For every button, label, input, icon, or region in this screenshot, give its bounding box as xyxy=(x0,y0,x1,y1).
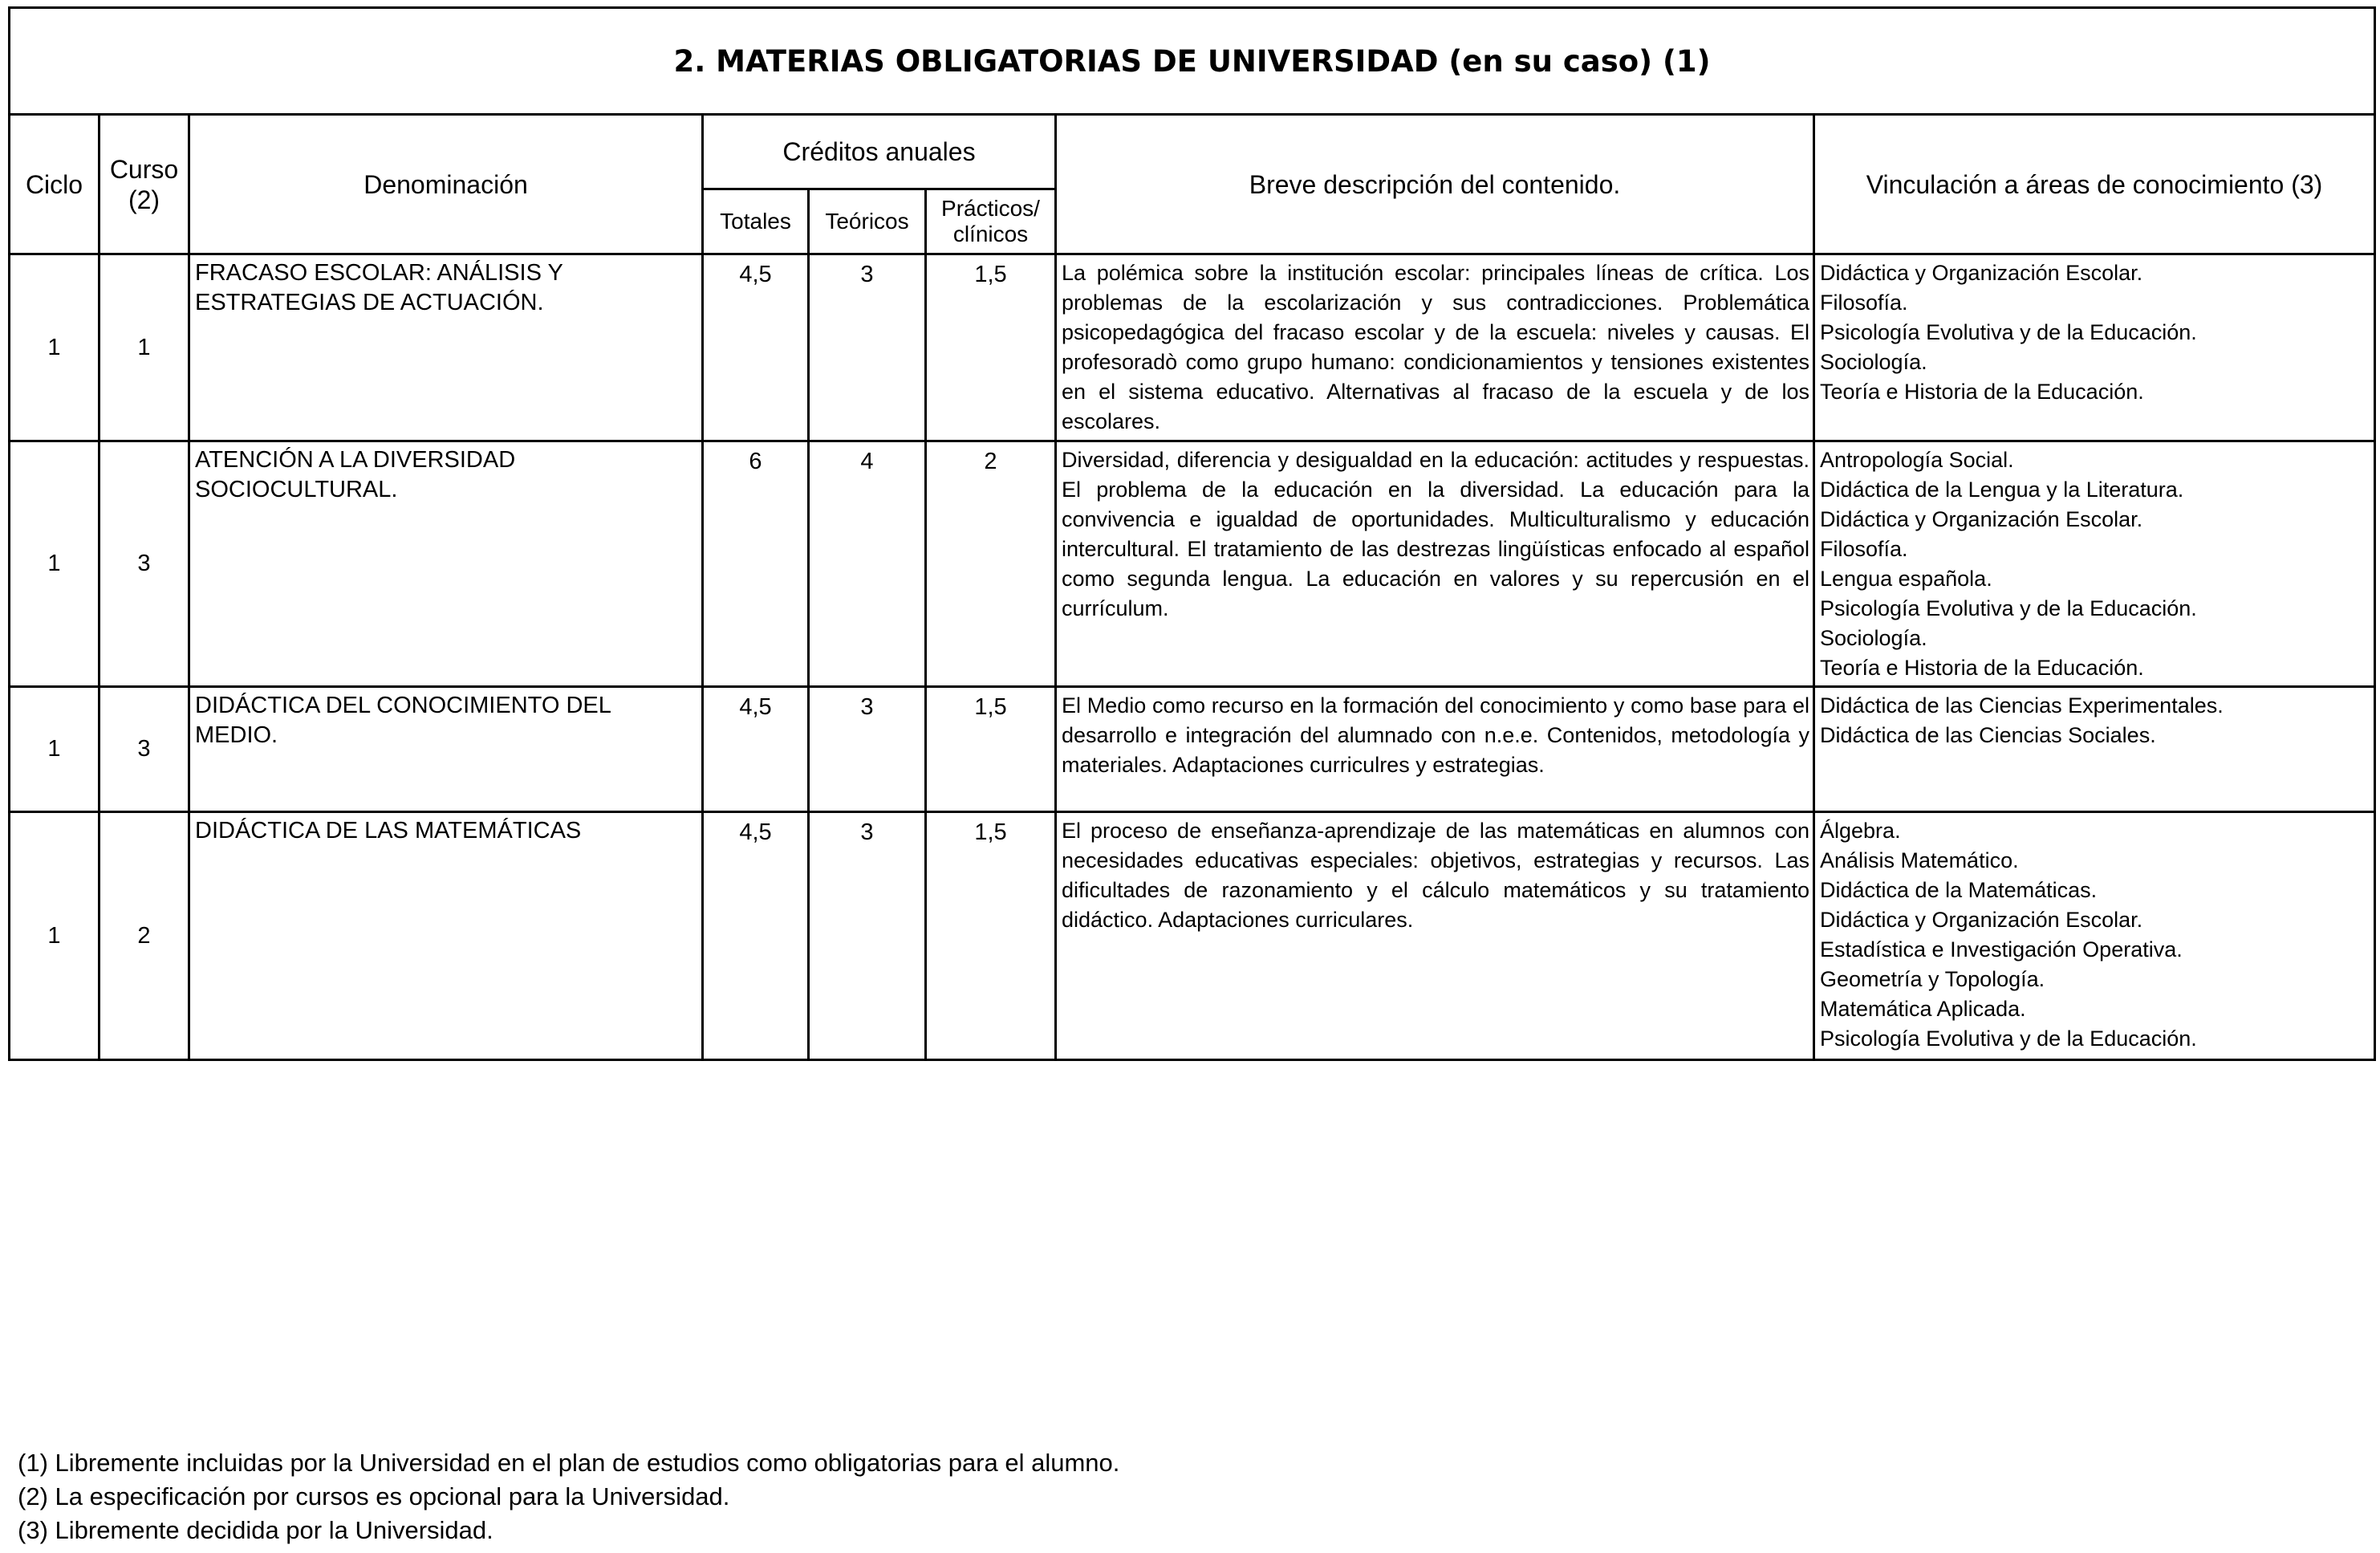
row-practicos: 1,5 xyxy=(926,254,1056,441)
row-totales: 4,5 xyxy=(703,254,809,441)
table-title: 2. MATERIAS OBLIGATORIAS DE UNIVERSIDAD (en su caso) (1) xyxy=(10,8,2375,115)
area-item: Didáctica y Organización Escolar. xyxy=(1820,261,2143,285)
area-item: Teoría e Historia de la Educación. xyxy=(1820,656,2144,680)
area-item: Filosofía. xyxy=(1820,291,1908,315)
row-curso: 3 xyxy=(100,441,189,687)
area-item: Didáctica de las Ciencias Experimentales. xyxy=(1820,693,2224,718)
area-item: Psicología Evolutiva y de la Educación. xyxy=(1820,596,2197,620)
header-row-1 xyxy=(10,115,2375,189)
header-ciclo: Ciclo xyxy=(10,115,100,254)
area-item: Psicología Evolutiva y de la Educación. xyxy=(1820,1027,2197,1051)
row-descripcion: La polémica sobre la institución escolar: principales líneas de crítica. Los problemas de la escolarización y sus contradicciones. Problemática psicopedagógica del fracaso escolar y de la escuela: niveles y causas. El profesoradò como grupo humano: condicionamientos y tensiones existentes en el sistema educativo. Alternativas al fracaso de la escuela y de los escolares. xyxy=(1056,254,1814,441)
footnote-1: (1) Libremente incluidas por la Universidad en el plan de estudios como obligatorias para el alumno. xyxy=(18,1449,1120,1477)
area-item: Antropología Social. xyxy=(1820,448,2014,472)
area-item: Sociología. xyxy=(1820,350,1927,374)
row-ciclo: 1 xyxy=(10,812,100,1060)
row-ciclo: 1 xyxy=(10,687,100,812)
footnotes xyxy=(18,1446,1119,1547)
area-item: Teoría e Historia de la Educación. xyxy=(1820,380,2144,404)
header-practicos xyxy=(926,189,1056,254)
row-areas xyxy=(1814,687,2375,812)
row-ciclo: 1 xyxy=(10,441,100,687)
subjects-table xyxy=(8,6,2376,1061)
row-denominacion: DIDÁCTICA DE LAS MATEMÁTICAS xyxy=(189,812,703,1060)
row-curso: 1 xyxy=(100,254,189,441)
table-row xyxy=(10,254,2375,441)
area-item: Filosofía. xyxy=(1820,537,1908,561)
area-item: Didáctica y Organización Escolar. xyxy=(1820,908,2143,932)
row-ciclo: 1 xyxy=(10,254,100,441)
row-practicos: 1,5 xyxy=(926,687,1056,812)
row-totales: 4,5 xyxy=(703,687,809,812)
area-item: Álgebra. xyxy=(1820,819,1901,843)
footnote-2: (2) La especificación por cursos es opcional para la Universidad. xyxy=(18,1482,730,1510)
table-row xyxy=(10,812,2375,1060)
row-areas xyxy=(1814,254,2375,441)
footnote-3: (3) Libremente decidida por la Universidad. xyxy=(18,1516,493,1544)
row-denominacion: ATENCIÓN A LA DIVERSIDAD SOCIOCULTURAL. xyxy=(189,441,703,687)
header-creditos-anuales: Créditos anuales xyxy=(703,115,1056,189)
row-denominacion: FRACASO ESCOLAR: ANÁLISIS Y ESTRATEGIAS DE ACTUACIÓN. xyxy=(189,254,703,441)
area-item: Psicología Evolutiva y de la Educación. xyxy=(1820,320,2197,344)
area-item: Sociología. xyxy=(1820,626,1927,650)
header-curso-label: Curso xyxy=(109,154,179,184)
row-totales: 4,5 xyxy=(703,812,809,1060)
area-item: Didáctica y Organización Escolar. xyxy=(1820,507,2143,531)
area-item: Didáctica de la Matemáticas. xyxy=(1820,878,2098,902)
area-item: Análisis Matemático. xyxy=(1820,848,2019,872)
row-practicos: 1,5 xyxy=(926,812,1056,1060)
header-descripcion: Breve descripción del contenido. xyxy=(1056,115,1814,254)
row-practicos: 2 xyxy=(926,441,1056,687)
header-totales: Totales xyxy=(703,189,809,254)
row-teoricos: 3 xyxy=(809,687,926,812)
row-teoricos: 3 xyxy=(809,812,926,1060)
row-denominacion: DIDÁCTICA DEL CONOCIMIENTO DEL MEDIO. xyxy=(189,687,703,812)
row-teoricos: 4 xyxy=(809,441,926,687)
header-practicos-line1: Prácticos/ xyxy=(941,196,1040,221)
area-item: Didáctica de las Ciencias Sociales. xyxy=(1820,723,2156,747)
header-curso-note: (2) xyxy=(128,185,160,214)
area-item: Lengua española. xyxy=(1820,567,1992,591)
header-denominacion: Denominación xyxy=(189,115,703,254)
table-row xyxy=(10,687,2375,812)
table-row xyxy=(10,441,2375,687)
area-item: Estadística e Investigación Operativa. xyxy=(1820,937,2183,961)
area-item: Matemática Aplicada. xyxy=(1820,997,2026,1021)
area-item: Geometría y Topología. xyxy=(1820,967,2045,991)
row-descripcion: El proceso de enseñanza-aprendizaje de las matemáticas en alumnos con necesidades educativas especiales: objetivos, estrategias y recursos. Las dificultades de razonamiento y el cálculo matemáticos y su tratamiento didáctico. Adaptaciones curriculares. xyxy=(1056,812,1814,1060)
row-teoricos: 3 xyxy=(809,254,926,441)
document-sheet xyxy=(8,6,2374,1061)
row-areas xyxy=(1814,441,2375,687)
row-totales: 6 xyxy=(703,441,809,687)
header-vinculacion: Vinculación a áreas de conocimiento (3) xyxy=(1814,115,2375,254)
area-item: Didáctica de la Lengua y la Literatura. xyxy=(1820,478,2184,502)
row-areas xyxy=(1814,812,2375,1060)
header-practicos-line2: clínicos xyxy=(952,222,1029,246)
title-row xyxy=(10,8,2375,115)
header-teoricos: Teóricos xyxy=(809,189,926,254)
row-descripcion: El Medio como recurso en la formación del conocimiento y como base para el desarrollo e integración del alumnado con n.e.e. Contenidos, metodología y materiales. Adaptaciones curriculres y estrategias. xyxy=(1056,687,1814,812)
row-curso: 2 xyxy=(100,812,189,1060)
header-curso xyxy=(100,115,189,254)
row-descripcion: Diversidad, diferencia y desigualdad en la educación: actitudes y respuestas. El problema de la educación en la diversidad. La educación para la convivencia e igualdad de oportunidades. Multiculturalismo y educación intercultural. El tratamiento de las destrezas lingüísticas enfocado al español como segunda lengua. La educación en valores y su repercusión en el currículum. xyxy=(1056,441,1814,687)
row-curso: 3 xyxy=(100,687,189,812)
